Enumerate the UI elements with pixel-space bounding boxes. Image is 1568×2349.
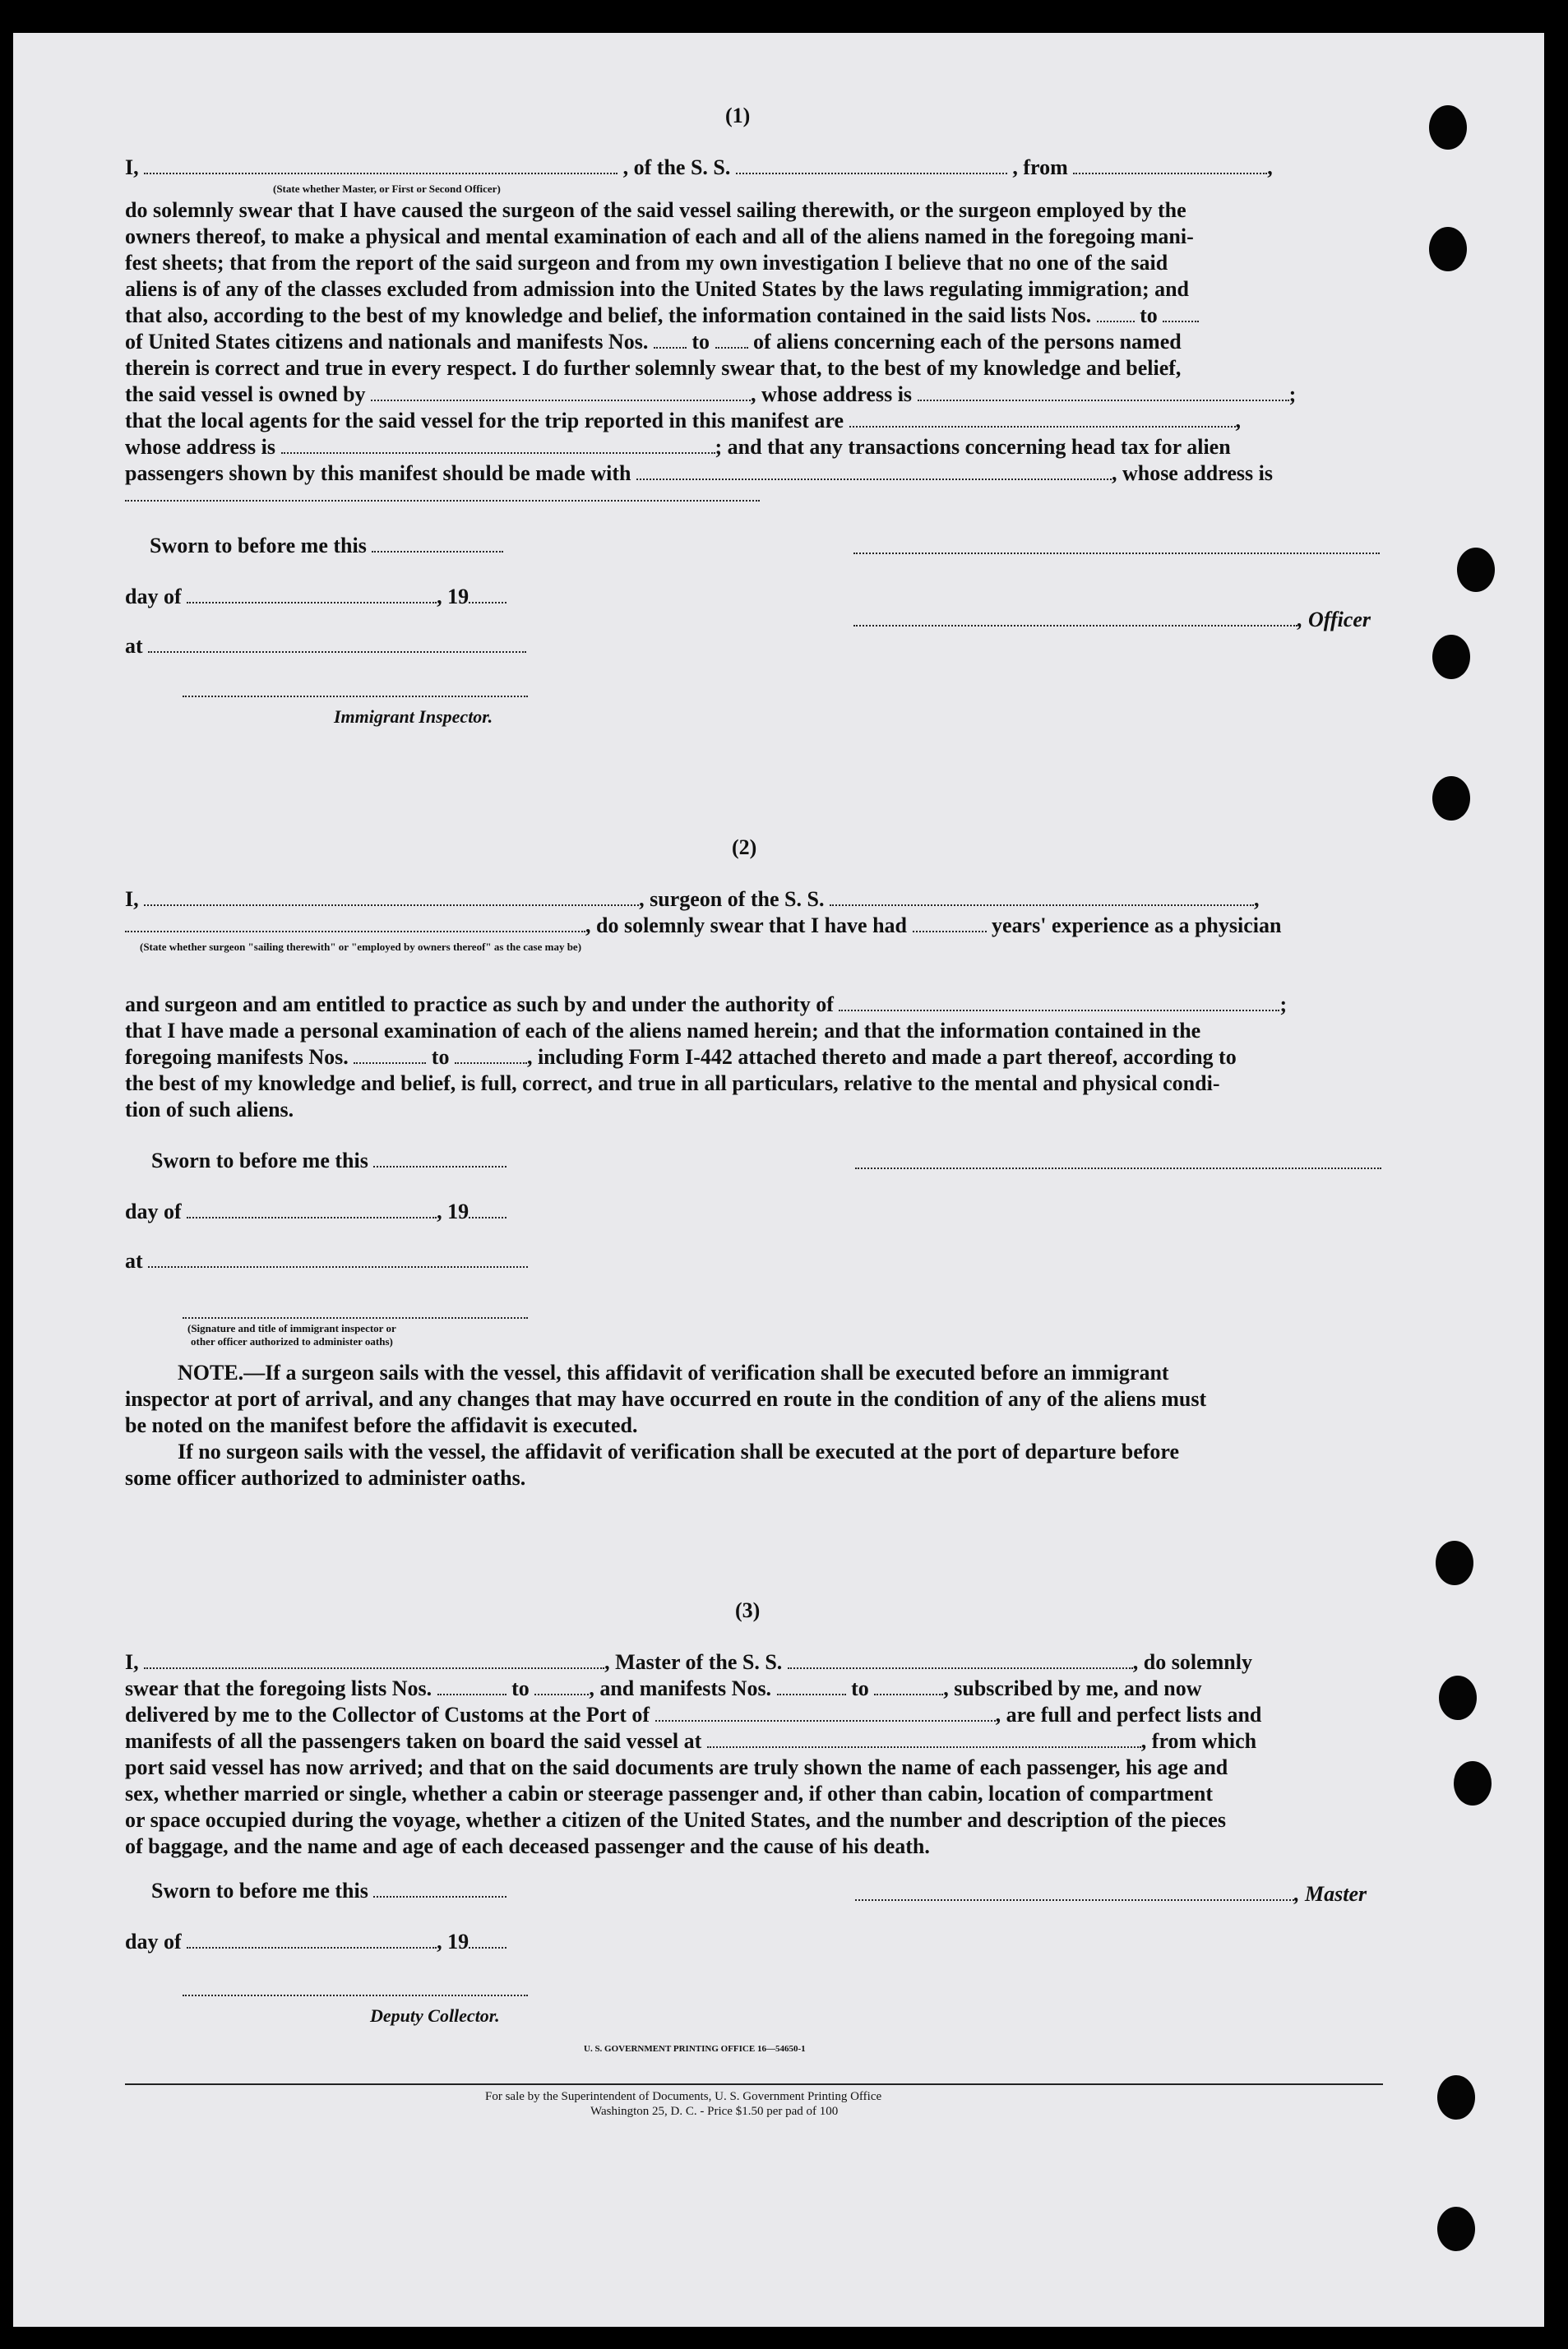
ship-blank (830, 899, 1254, 906)
blank (373, 1161, 506, 1168)
text: ; (1288, 382, 1297, 406)
text: , whose address is (751, 382, 913, 406)
text: to (431, 1045, 450, 1069)
blank (148, 1261, 528, 1268)
years-blank (913, 926, 987, 932)
oath-line (125, 992, 1383, 1018)
blank (469, 1212, 506, 1218)
port-blank (707, 1741, 1141, 1748)
day-of-label (125, 584, 506, 610)
note-line: If no surgeon sails with the vessel, the affidavit of verification shall be executed at the port of departure before (178, 1440, 1180, 1464)
oath-first-line (125, 155, 1383, 181)
oath-line: of baggage, and the name and age of each deceased passenger and the cause of his death. (125, 1834, 930, 1858)
surgeon-note: (State whether surgeon "sailing therewith" or "employed by owners thereof" as the case may be) (140, 941, 582, 953)
oath-line: sex, whether married or single, whether a cabin or steerage passenger and, if other than cabin, location of compartment (125, 1782, 1213, 1806)
binder-hole (1439, 1676, 1477, 1720)
text: , surgeon of the S. S. (639, 887, 825, 911)
signature-note: other officer authorized to administer oaths) (191, 1335, 393, 1348)
blank (187, 1942, 437, 1949)
at-label (125, 1248, 528, 1274)
text: Sworn to before me this (151, 1149, 368, 1172)
owner-blank (371, 395, 751, 401)
signature-line (853, 553, 1380, 554)
text: , (1267, 155, 1273, 179)
text: , do solemnly swear that I have had (585, 913, 908, 937)
text: , from (1012, 155, 1068, 179)
note-line: be noted on the manifest before the affidavit is executed. (125, 1413, 638, 1437)
signature-line (183, 1317, 528, 1319)
master-signature (855, 1881, 1367, 1907)
officer-signature (853, 607, 1371, 633)
binder-hole (1454, 1761, 1492, 1806)
blank (469, 597, 506, 603)
inspector-label: Immigrant Inspector. (334, 706, 493, 727)
text: , Officer (1297, 608, 1371, 631)
oath-line (125, 329, 1383, 355)
text: of aliens concerning each of the persons named (753, 330, 1182, 354)
text: , of the S. S. (622, 155, 731, 179)
text: , (1253, 887, 1260, 911)
text: , from which (1140, 1729, 1257, 1753)
text: and surgeon and am entitled to practice as such by and under the authority of (125, 992, 834, 1016)
blank (187, 1212, 437, 1218)
name-blank (144, 1662, 604, 1669)
port-blank (655, 1715, 996, 1722)
text: I, (125, 887, 139, 911)
text: —If a surgeon sails with the vessel, this affidavit of verification shall be executed before an immigrant (243, 1361, 1169, 1385)
ship-blank (788, 1662, 1133, 1669)
blank (373, 1891, 506, 1898)
collector-label: Deputy Collector. (370, 2005, 500, 2026)
binder-hole (1432, 776, 1470, 821)
text: , Master (1294, 1882, 1367, 1906)
text: day of (125, 1930, 182, 1954)
text: , 19 (437, 1200, 469, 1223)
oath-line: fest sheets; that from the report of the said surgeon and from my own investigation I believe that no one of the said (125, 251, 1168, 275)
footer-line: Washington 25, D. C. - Price $1.50 per pad of 100 (590, 2105, 839, 2118)
oath-line (125, 434, 1383, 460)
binder-hole (1436, 1541, 1473, 1585)
text: , subscribed by me, and now (943, 1676, 1202, 1700)
collector-line (183, 1995, 528, 1996)
text: , Master of the S. S. (604, 1650, 783, 1674)
section-number: (2) (732, 835, 757, 859)
text: Sworn to before me this (151, 1879, 368, 1903)
text: foregoing manifests Nos. (125, 1045, 349, 1069)
text: the said vessel is owned by (125, 382, 366, 406)
text: , 19 (437, 1930, 469, 1954)
text: to (1140, 303, 1158, 327)
blank (777, 1689, 846, 1695)
binder-hole (1429, 105, 1467, 150)
address-continuation-line (125, 500, 760, 502)
text: to (851, 1676, 869, 1700)
oath-line: owners thereof, to make a physical and mental examination of each and all of the aliens named in the foregoing mani- (125, 224, 1194, 248)
binder-hole (1437, 2207, 1475, 2251)
binder-hole (1432, 635, 1470, 679)
text: , and manifests Nos. (589, 1676, 772, 1700)
blank (125, 926, 585, 932)
note-line: inspector at port of arrival, and any changes that may have occurred en route in the condition of any of the aliens must (125, 1387, 1207, 1411)
blank (469, 1942, 506, 1949)
text: , do solemnly (1132, 1650, 1252, 1674)
name-blank (144, 168, 617, 174)
text: delivered by me to the Collector of Customs at the Port of (125, 1703, 650, 1727)
sworn-label (151, 1878, 506, 1904)
blank (187, 597, 437, 603)
text: ; (1279, 992, 1288, 1016)
at-label (125, 633, 526, 659)
officer-blank (853, 620, 1297, 627)
oath-line (125, 913, 1383, 939)
binder-hole (1437, 2075, 1475, 2120)
blank (534, 1689, 589, 1695)
form-page (13, 33, 1544, 2327)
oath-line (125, 1702, 1383, 1728)
text: day of (125, 1200, 182, 1223)
text: Sworn to before me this (150, 534, 367, 557)
surgeon-name-blank (144, 899, 639, 906)
oath-first-line (125, 886, 1383, 913)
blank (715, 342, 748, 349)
oath-first-line (125, 1649, 1383, 1676)
day-of-label (125, 1929, 506, 1955)
blank (1163, 316, 1199, 322)
text: , including Form I-442 attached thereto and made a part thereof, according to (526, 1045, 1237, 1069)
oath-line: the best of my knowledge and belief, is full, correct, and true in all particulars, relative to the mental and physical condi- (125, 1071, 1220, 1095)
blank (372, 546, 503, 553)
day-of-label (125, 1199, 506, 1225)
note-line (178, 1360, 1436, 1386)
text: that also, according to the best of my knowledge and belief, the information contained in the said lists Nos. (125, 303, 1092, 327)
text: , (1235, 409, 1242, 432)
address-blank (281, 447, 715, 454)
oath-line: tion of such aliens. (125, 1098, 294, 1121)
text: I, (125, 155, 139, 179)
agents-blank (849, 421, 1236, 428)
section-number: (3) (735, 1598, 761, 1622)
text: ; and that any transactions concerning head tax for alien (715, 435, 1231, 459)
oath-line (125, 1728, 1383, 1755)
text: years' experience as a physician (992, 913, 1282, 937)
inspector-line (183, 696, 528, 697)
text: to (691, 330, 710, 354)
text: passengers shown by this manifest should be made with (125, 461, 631, 485)
blank (437, 1689, 506, 1695)
oath-line: therein is correct and true in every respect. I do further solemnly swear that, to the best of my knowledge and belief, (125, 356, 1182, 380)
sworn-label (150, 533, 503, 559)
oath-line: port said vessel has now arrived; and that on the said documents are truly shown the name of each passenger, his age and (125, 1755, 1228, 1779)
text: manifests of all the passengers taken on board the said vessel at (125, 1729, 702, 1753)
blank (354, 1057, 426, 1064)
from-blank (1073, 168, 1267, 174)
oath-line (125, 408, 1383, 434)
blank (874, 1689, 943, 1695)
section-number: (1) (725, 104, 751, 127)
blank (455, 1057, 527, 1064)
address-blank (918, 395, 1289, 401)
sworn-label (151, 1148, 506, 1174)
text: I, (125, 1650, 139, 1674)
text: at (125, 1249, 143, 1273)
note-label: NOTE. (178, 1361, 244, 1385)
oath-line (125, 460, 1383, 487)
footer-rule (125, 2083, 1383, 2085)
blank (654, 342, 687, 349)
printing-office: U. S. GOVERNMENT PRINTING OFFICE 16—54650-1 (584, 2044, 806, 2054)
oath-line: or space occupied during the voyage, whether a citizen of the United States, and the number and description of the pieces (125, 1808, 1226, 1832)
oath-line: that I have made a personal examination of each of the aliens named herein; and that the information contained in the (125, 1019, 1201, 1043)
signature-note: (Signature and title of immigrant inspector or (187, 1322, 396, 1334)
authority-blank (839, 1005, 1279, 1011)
oath-line (125, 303, 1383, 329)
oath-line (125, 1676, 1383, 1702)
text: , whose address is (1111, 461, 1273, 485)
signature-line (855, 1168, 1381, 1169)
binder-hole (1429, 227, 1467, 271)
text: at (125, 634, 143, 658)
text: of United States citizens and nationals and manifests Nos. (125, 330, 649, 354)
text: day of (125, 585, 182, 608)
oath-line: do solemnly swear that I have caused the surgeon of the said vessel sailing therewith, or the surgeon employed by the (125, 198, 1186, 222)
master-blank (855, 1894, 1294, 1901)
note-line: some officer authorized to administer oaths. (125, 1466, 526, 1490)
blank (148, 646, 526, 653)
text: swear that the foregoing lists Nos. (125, 1676, 432, 1700)
text: , 19 (437, 585, 469, 608)
blank (1097, 316, 1135, 322)
oath-line: aliens is of any of the classes excluded from admission into the United States by the laws regulating immigration; and (125, 277, 1190, 301)
text: whose address is (125, 435, 276, 459)
officer-note: (State whether Master, or First or Second Officer) (273, 183, 501, 195)
text: to (511, 1676, 530, 1700)
text: , are full and perfect lists and (995, 1703, 1262, 1727)
ship-blank (736, 168, 1007, 174)
footer-line: For sale by the Superintendent of Documents, U. S. Government Printing Office (485, 2090, 882, 2103)
binder-hole (1457, 548, 1495, 592)
oath-line (125, 381, 1383, 408)
blank (636, 474, 1112, 480)
text: that the local agents for the said vessel for the trip reported in this manifest are (125, 409, 844, 432)
oath-line (125, 1044, 1383, 1070)
